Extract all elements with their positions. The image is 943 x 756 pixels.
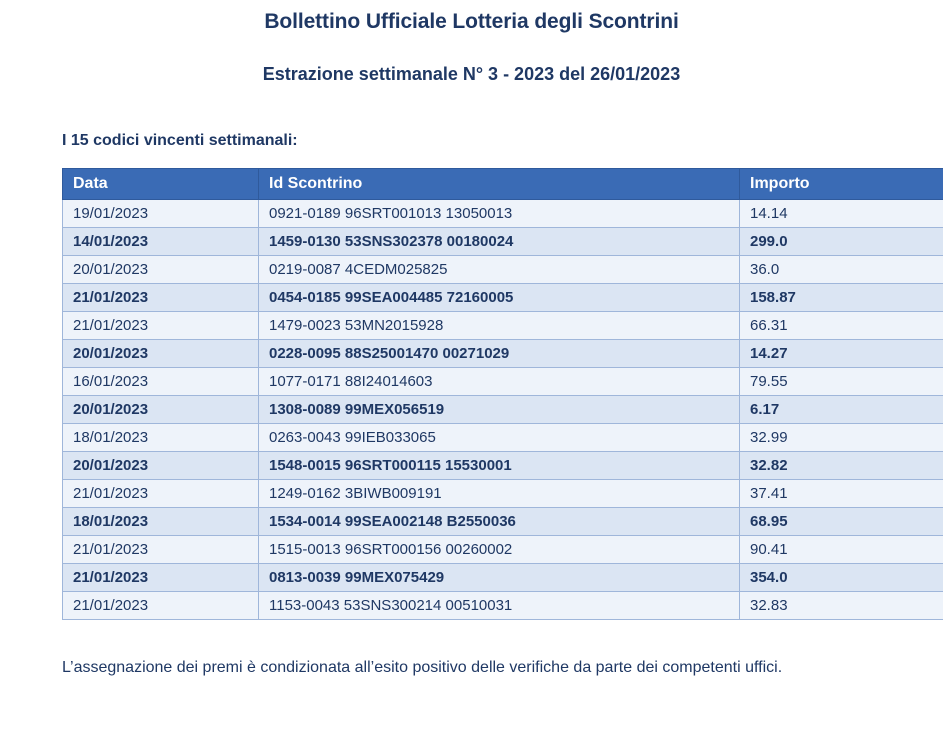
table-row	[63, 424, 943, 452]
cell-importo: 37.41	[740, 480, 943, 508]
table-row	[63, 340, 943, 368]
cell-importo: 36.0	[740, 256, 943, 284]
bulletin-page	[0, 10, 943, 756]
cell-importo: 79.55	[740, 368, 943, 396]
column-header-data: Data	[63, 169, 259, 200]
cell-data: 20/01/2023	[63, 396, 259, 424]
cell-importo: 6.17	[740, 396, 943, 424]
cell-id-scontrino: 1515-0013 96SRT000156 00260002	[259, 536, 740, 564]
cell-data: 18/01/2023	[63, 424, 259, 452]
cell-importo: 32.99	[740, 424, 943, 452]
cell-importo: 14.27	[740, 340, 943, 368]
cell-id-scontrino: 1479-0023 53MN2015928	[259, 312, 740, 340]
table-row	[63, 200, 943, 228]
cell-data: 21/01/2023	[63, 592, 259, 620]
column-header-importo: Importo	[740, 169, 943, 200]
cell-data: 20/01/2023	[63, 340, 259, 368]
cell-importo: 66.31	[740, 312, 943, 340]
cell-data: 21/01/2023	[63, 564, 259, 592]
cell-id-scontrino: 1534-0014 99SEA002148 B2550036	[259, 508, 740, 536]
cell-data: 21/01/2023	[63, 284, 259, 312]
table-row	[63, 256, 943, 284]
section-label: I 15 codici vincenti settimanali:	[62, 132, 943, 150]
page-subtitle: Estrazione settimanale N° 3 - 2023 del 26/01/2023	[0, 64, 943, 85]
cell-importo: 158.87	[740, 284, 943, 312]
cell-data: 21/01/2023	[63, 312, 259, 340]
cell-data: 16/01/2023	[63, 368, 259, 396]
table-header	[63, 169, 943, 200]
table-row	[63, 452, 943, 480]
table-row	[63, 536, 943, 564]
cell-id-scontrino: 1548-0015 96SRT000115 15530001	[259, 452, 740, 480]
table-body	[63, 200, 943, 620]
cell-data: 21/01/2023	[63, 480, 259, 508]
page-title: Bollettino Ufficiale Lotteria degli Scontrini	[0, 10, 943, 34]
cell-data: 18/01/2023	[63, 508, 259, 536]
table-header-row	[63, 169, 943, 200]
cell-id-scontrino: 1153-0043 53SNS300214 00510031	[259, 592, 740, 620]
cell-data: 19/01/2023	[63, 200, 259, 228]
cell-id-scontrino: 0813-0039 99MEX075429	[259, 564, 740, 592]
cell-data: 21/01/2023	[63, 536, 259, 564]
table-row	[63, 284, 943, 312]
winning-codes-table	[62, 168, 943, 620]
cell-id-scontrino: 0228-0095 88S25001470 00271029	[259, 340, 740, 368]
table-row	[63, 508, 943, 536]
table-row	[63, 312, 943, 340]
cell-data: 14/01/2023	[63, 228, 259, 256]
column-header-id-scontrino: Id Scontrino	[259, 169, 740, 200]
cell-id-scontrino: 1077-0171 88I24014603	[259, 368, 740, 396]
table-row	[63, 480, 943, 508]
footnote-text: L’assegnazione dei premi è condizionata all’esito positivo delle verifiche da parte dei competenti uffici.	[62, 656, 877, 681]
cell-importo: 90.41	[740, 536, 943, 564]
cell-importo: 32.83	[740, 592, 943, 620]
cell-importo: 354.0	[740, 564, 943, 592]
cell-id-scontrino: 1308-0089 99MEX056519	[259, 396, 740, 424]
table-row	[63, 592, 943, 620]
cell-id-scontrino: 1249-0162 3BIWB009191	[259, 480, 740, 508]
cell-id-scontrino: 0263-0043 99IEB033065	[259, 424, 740, 452]
cell-id-scontrino: 0219-0087 4CEDM025825	[259, 256, 740, 284]
table-row	[63, 564, 943, 592]
cell-importo: 14.14	[740, 200, 943, 228]
cell-data: 20/01/2023	[63, 452, 259, 480]
cell-importo: 68.95	[740, 508, 943, 536]
table-row	[63, 396, 943, 424]
cell-id-scontrino: 0454-0185 99SEA004485 72160005	[259, 284, 740, 312]
cell-importo: 299.0	[740, 228, 943, 256]
table-row	[63, 368, 943, 396]
cell-importo: 32.82	[740, 452, 943, 480]
cell-id-scontrino: 1459-0130 53SNS302378 00180024	[259, 228, 740, 256]
cell-data: 20/01/2023	[63, 256, 259, 284]
table-row	[63, 228, 943, 256]
cell-id-scontrino: 0921-0189 96SRT001013 13050013	[259, 200, 740, 228]
